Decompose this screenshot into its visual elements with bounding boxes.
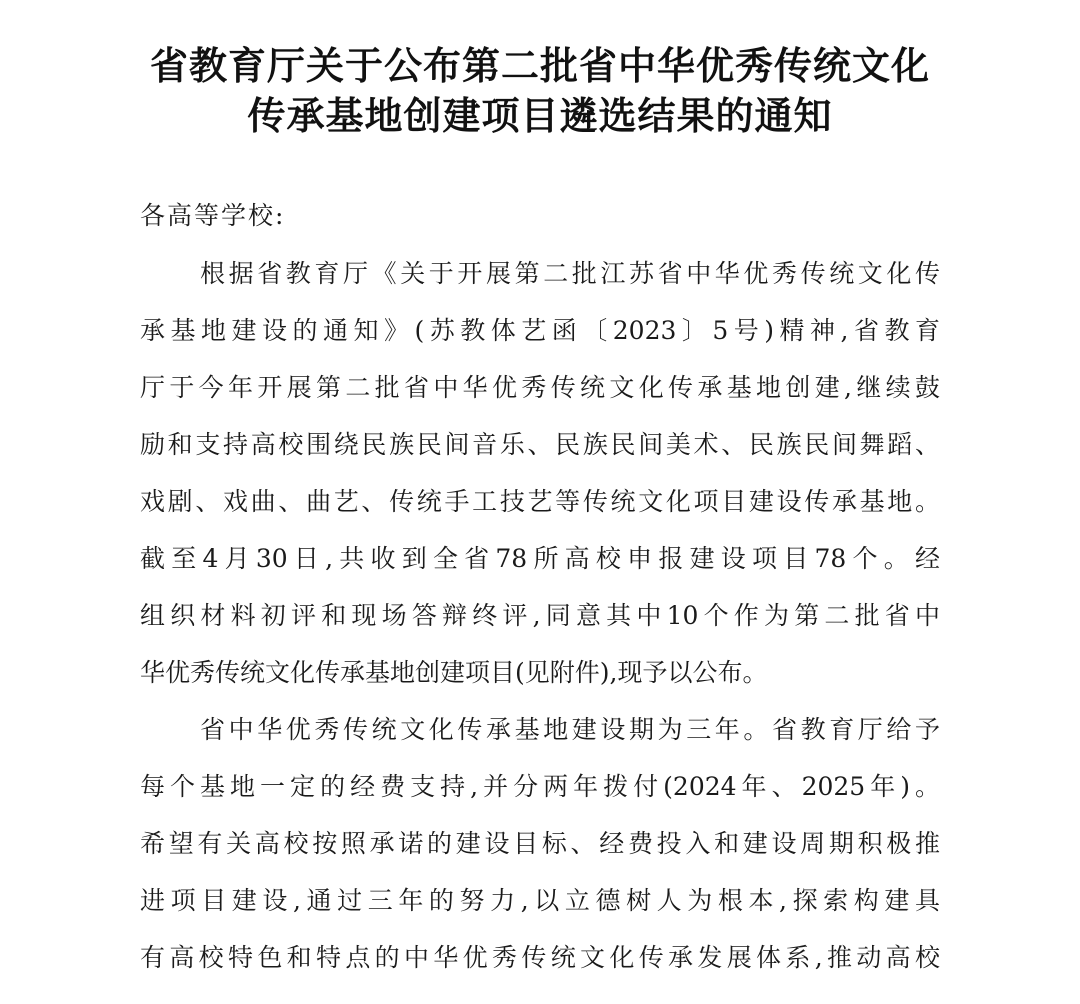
paragraph-2-line-4: 进项目建设,通过三年的努力,以立德树人为根本,探索构建具 [140, 886, 940, 915]
paragraph-1-line-1: 根据省教育厅《关于开展第二批江苏省中华优秀传统文化传 [200, 259, 940, 288]
paragraph-2-line-5: 有高校特色和特点的中华优秀传统文化传承发展体系,推动高校 [140, 943, 940, 972]
paragraph-1-line-5: 戏剧、戏曲、曲艺、传统手工技艺等传统文化项目建设传承基地。 [140, 487, 940, 516]
salutation: 各高等学校: [140, 201, 286, 230]
paragraph-2-line-1: 省中华优秀传统文化传承基地建设期为三年。省教育厅给予 [200, 715, 940, 744]
paragraph-1-line-4: 励和支持高校围绕民族民间音乐、民族民间美术、民族民间舞蹈、 [140, 430, 940, 459]
paragraph-2-line-2: 每个基地一定的经费支持,并分两年拨付(2024年、2025年)。 [140, 772, 940, 801]
paragraph-1-line-3: 厅于今年开展第二批省中华优秀传统文化传承基地创建,继续鼓 [140, 373, 940, 402]
document-title-line-2: 传承基地创建项目遴选结果的通知 [247, 94, 833, 138]
paragraph-2-line-3: 希望有关高校按照承诺的建设目标、经费投入和建设周期积极推 [140, 829, 940, 858]
paragraph-1-line-6: 截至4月30日,共收到全省78所高校申报建设项目78个。经 [140, 544, 940, 573]
document-title-line-1: 省教育厅关于公布第二批省中华优秀传统文化 [149, 44, 930, 88]
paragraph-1-line-2: 承基地建设的通知》(苏教体艺函〔2023〕5号)精神,省教育 [140, 316, 940, 345]
paragraph-1-line-8: 华优秀传统文化传承基地创建项目(见附件),现予以公布。 [140, 658, 768, 687]
paragraph-1-line-7: 组织材料初评和现场答辩终评,同意其中10个作为第二批省中 [140, 601, 940, 630]
